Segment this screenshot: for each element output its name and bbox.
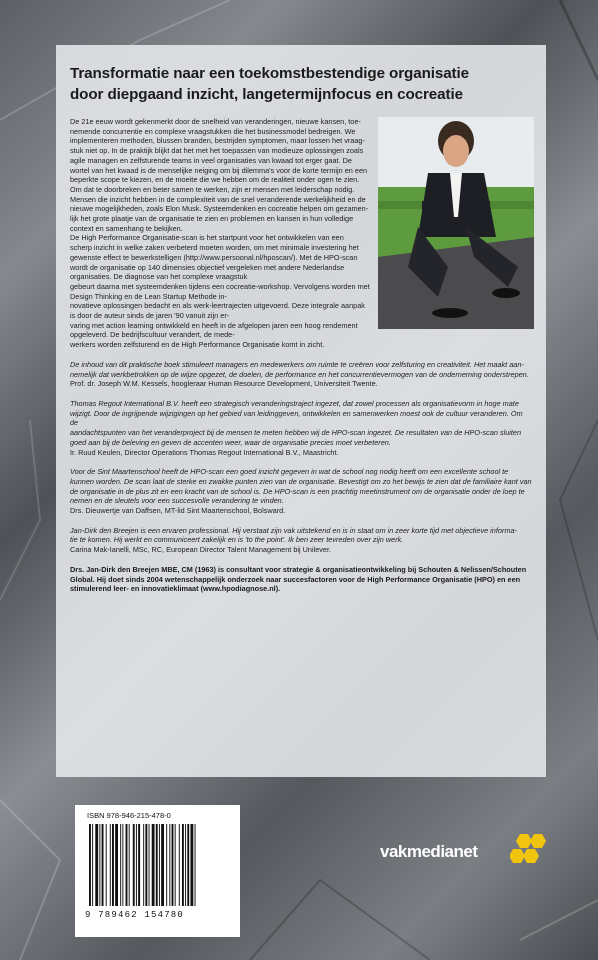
barcode-bar [89,824,91,906]
quote-line: Voor de Sint Maartenschool heeft de HPO-scan een goed inzicht gegeven in wat de school nog nodig heeft om een excellente school te [70,467,509,477]
body-line: werkers worden zelfsturend en de High Performance Organisatie komt in zicht. [70,340,325,350]
publisher-logo [380,830,550,870]
quote-line: tie te komen. Hij werkt en communiceert zakelijk en is 'to the point'. Ik ben zeer tevreden over zijn werk. [70,535,404,545]
endorsement-quote [70,526,532,555]
barcode-bar [185,824,186,906]
isbn-barcode [75,805,240,937]
body-line: Om dat te doorbreken en beter samen te werken, zijn er mensen met leiderschap nodig. [70,184,355,194]
barcode-bar [106,824,107,906]
body-line: implementeren methoden, blussen branden, bestrijden symptomen, maar lossen het vraag- [70,136,365,146]
barcode-bar [136,824,137,906]
quote-line: nemelijk dat werkbetrokken op de wijze opgezet, de doelen, de performance en het concurrentievermogen van de onderneming onderstrepen. [70,369,529,379]
barcode-bar [115,824,118,906]
author-bio [70,565,532,594]
barcode-bar [102,824,104,906]
body-line: nieuwe mogelijkheden, zoals Elon Musk. Systeemdenken en cocreatie helpen om gezamen- [70,204,369,214]
isbn-label: ISBN 978-946-215-478-0 [87,811,171,820]
title-line: Transformatie naar een toekomstbestendige organisatie [70,65,469,82]
barcode-bar [179,824,180,906]
publisher-name: vakmedianet [380,842,478,861]
body-line: lijk het grote plaatje van de organisatie te zien en problemen en kansen in hun volledige [70,214,354,224]
body-line: Mensen die inzicht hebben in de complexiteit van de snel veranderende werkelijkheid en de [70,194,366,204]
quote-line: de organisatie in de plus zit en een kracht van de school is. De HPO-scan is een prachtig meetinstrument om de organisatie onder de loep te [70,486,525,496]
cover-title [70,63,532,105]
quote-author: Prof. dr. Joseph W.M. Kessels, hoogleraar Human Resource Development, Universiteit Twente. [70,379,378,389]
barcode-bar [190,824,193,906]
quote-line: De inhoud van dit praktische boek stimuleert managers en medewerkers om ruimte te creëren voor zelfsturing en creativiteit. Het maakt aan- [70,359,524,369]
barcode-bar [166,824,167,906]
body-line: beperkte scope te kiezen, en de moeite die we hebben om de realiteit onder ogen te zien. [70,175,360,185]
barcode-bar [187,824,189,906]
barcode-bar [169,824,170,906]
barcode-icon [85,824,230,920]
barcode-bar [120,824,121,906]
barcode-bar [149,824,150,906]
barcode-bar [129,824,130,906]
bio-line: Drs. Jan-Dirk den Breejen MBE, CM (1963) is consultant voor strategie & organisatieontwikkeling bij Schouten & Nelissen/Schouten [70,564,527,574]
barcode-bar [152,824,155,906]
barcode-bar [122,824,123,906]
barcode-bar [138,824,140,906]
endorsement-quote [70,467,532,516]
barcode-bar [195,824,196,906]
quote-line: nemen en de sleutels voor een succesvolle verandering te vinden. [70,496,284,506]
quote-line: wijzigt. Door de ingrijpende wijzigingen op het gebied van leidinggeven, ontwikkelen en samenwerken moest ook de cultuur veranderen. Om de [70,408,523,428]
quote-author: Ir. Ruud Keulen, Director Operations Thomas Regout International B.V., Maastricht. [70,447,339,457]
body-line: scherp inzicht in welke zaken verbeterd moeten worden, om met minimale investering het [70,243,359,253]
barcode-bar [133,824,135,906]
endorsement-quote [70,399,532,457]
quote-line: goed aan bij de beleving en geven de accenten weer, waar de organisatie precies moet verbeteren. [70,437,391,447]
barcode-bar [172,824,174,906]
body-line: gewenste effect te bewerkstelligen (http://www.persoonal.nl/hposcan/). Met de HPO-scan [70,252,358,262]
quote-line: Thomas Regout International B.V. heeft een strategisch veranderingstraject ingezet, dat zowel processen als organisatievorm in hoge mate [70,398,519,408]
quote-line: kunnen worden. De scan laat de sterke en zwakke punten zien van de organisatie. Bevestigt om zo het bewijs te zien dat de familiaire kant van [70,476,532,486]
barcode-bar [110,824,111,906]
quote-author: Drs. Dieuwertje van Daffsen, MT-lid Sint Maartenschool, Bolsward. [70,506,286,516]
body-line: De High Performance Organisatie-scan is het startpunt voor het ontwikkelen van een [70,233,344,243]
quote-author: Carina Mak-Ianelli, MSc, RC, European Director Talent Management bij Unilever. [70,545,332,555]
barcode-bar [99,824,100,906]
barcode-bar [156,824,158,906]
author-photo [378,117,534,329]
barcode-bar [161,824,164,906]
title-line: door diepgaand inzicht, langetermijnfocus en cocreatie [70,86,463,103]
body-line: gebeurt daarna met systeemdenken tijdens een cocreatie-workshop. Vervolgens worden met Design Thinking en de Lean Startup Methode in- [70,281,370,301]
bio-line: stimulerend leer- en innovatieklimaat (www.hpodiagnose.nl). [70,584,281,594]
barcode-bar [112,824,114,906]
barcode-bar [145,824,147,906]
body-line: De 21e eeuw wordt gekenmerkt door de snelheid van veranderingen, nieuwe kansen, toe- [70,117,361,126]
author-photo-icon [378,117,534,329]
body-line: agile managen en zelfsturende teams in veel organisaties van kwaad tot erger gaat. De [70,155,352,165]
back-cover-text-panel [56,45,546,777]
body-line: wordt de organisatie op 140 dimensies objectief vergeleken met andere Nederlandse organisaties. De diagnose van het complexe vraagstuk [70,262,345,282]
barcode-digits: 9 789462 154780 [85,910,185,920]
body-line: nemende concurrentie en complexe vraagstukken die het businessmodel bedreigen. We [70,126,356,136]
body-line: wortel van het kwaad is de menselijke neiging om bij dilemma's voor de korte termijn en een [70,165,368,175]
endorsement-quote [70,360,532,389]
honeycomb-icon [510,832,548,866]
barcode-bar [143,824,144,906]
body-line: context en samenhang te bekijken. [70,223,183,233]
body-line: novatieve oplossingen bedacht en als werk-leertrajecten uitgevoerd. Deze integrale aanpak is door de auteur sinds de jaren '90 vanuit zijn er- [70,301,365,321]
barcode-bar [159,824,160,906]
body-line: stuk niet op. In de praktijk blijkt dat het met het toepassen van modieuze oplossingen zoals [70,146,364,156]
bio-line: Global. Hij doet sinds 2004 wetenschappelijk onderzoek naar succesfactoren voor de High Performance Organisatie (HPO) en een [70,574,521,584]
barcode-bar [126,824,128,906]
quote-line: Jan-Dirk den Breejen is een ervaren professional. Hij verstaat zijn vak uitstekend en is in staat om in zeer korte tijd met objectieve informa- [70,525,517,535]
quote-line: aandachtspunten van het veranderproject bij de mensen te meten hebben wij de HPO-scan ingezet. De resultaten van de HPO-scan sluiten [70,428,522,438]
barcode-bar [95,824,98,906]
barcode-bar [175,824,176,906]
body-line: varing met action learning ontwikkeld en heeft in de afgelopen jaren een hoog rendement opgeleverd. De bedrijfscultuur verandert, de mede- [70,320,358,340]
barcode-bar [92,824,93,906]
barcode-bar [182,824,184,906]
